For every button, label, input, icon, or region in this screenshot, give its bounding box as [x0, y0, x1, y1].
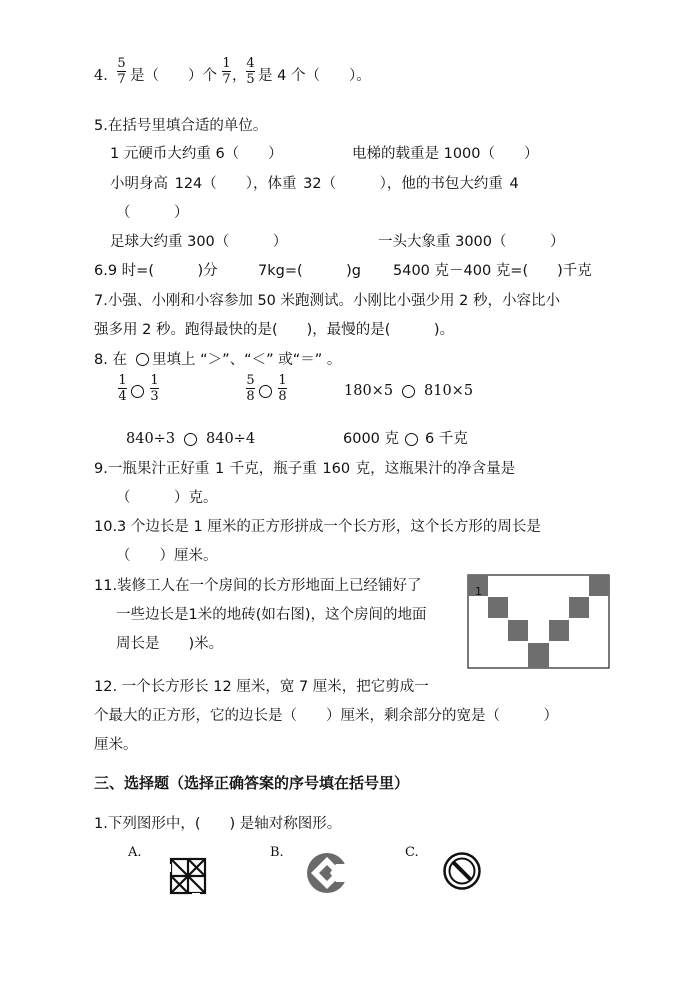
q8-expr-e1: 6000 克: [343, 431, 400, 447]
q9-line-2: （ ）克。: [116, 490, 218, 506]
compare-circle-icon: [184, 433, 197, 446]
numerator: 1: [150, 373, 159, 388]
q8-instruction: 里填上 “＞”、“＜” 或“＝” 。: [152, 352, 342, 368]
q12-line-2: 个最大的正方形，它的边长是（ ）厘米，剩余部分的宽是（ ）: [94, 708, 558, 724]
q6-hours: 6.9 时=( )分: [94, 263, 218, 279]
compare-circle-icon: [131, 385, 144, 398]
option-c-label: C.: [405, 845, 419, 860]
q5-coin: 1 元硬币大约重 6（ ）: [110, 146, 283, 162]
denominator: 5: [246, 72, 255, 87]
choice-1-question: 1.下列图形中，( ) 是轴对称图形。: [94, 816, 342, 832]
numerator: 1: [222, 56, 231, 71]
prohibition-sign-icon: [442, 851, 482, 891]
numerator: 4: [246, 56, 255, 71]
q10-line-1: 10.3 个边长是 1 厘米的正方形拼成一个长方形，这个长方形的周长是: [94, 519, 541, 535]
q9-line-1: 9.一瓶果汁正好重 1 千克，瓶子重 160 克，这瓶果汁的净含量是: [94, 461, 516, 477]
compare-circle-icon: [136, 353, 149, 366]
q5-xiaoming: 小明身高 124（ ），体重 32（ ），他的书包大约重 4: [110, 176, 519, 192]
q4-fraction-3: [246, 57, 255, 86]
denominator: 7: [222, 72, 231, 87]
q4-number: 4.: [94, 68, 108, 84]
q5-title: 5.在括号里填合适的单位。: [94, 118, 268, 134]
denominator: 8: [246, 389, 255, 404]
q8-expr-d2: 840÷4: [206, 431, 256, 447]
tile-size-label: 1: [475, 585, 482, 598]
q10-line-2: （ ）厘米。: [116, 548, 218, 564]
q4-text-2: 是 4 个（ ）。: [258, 68, 371, 84]
tile: [569, 597, 589, 618]
q5-elephant: 一头大象重 3000（ ）: [378, 234, 565, 250]
q7-line-2: 强多用 2 秒。跑得最快的是( )，最慢的是( )。: [94, 322, 455, 338]
q8-fraction-a2: [150, 374, 159, 403]
denominator: 4: [118, 389, 127, 404]
q8-fraction-b2: [278, 374, 287, 403]
q7-line-1: 7.小强、小刚和小容参加 50 米跑测试。小刚比小强少用 2 秒，小容比小: [94, 293, 560, 309]
q8-expr-d1: 840÷3: [126, 431, 176, 447]
numerator: 5: [246, 373, 255, 388]
bank-logo-icon: [306, 852, 348, 894]
q6-kg: 7kg=( )g: [258, 263, 361, 279]
q4-fraction-1: [117, 57, 126, 86]
pinwheel-icon: [168, 856, 208, 896]
denominator: 7: [117, 72, 126, 87]
numerator: 1: [278, 373, 287, 388]
q12-line-3: 厘米。: [94, 737, 138, 753]
q8-intro: 8. 在: [94, 352, 127, 368]
q4-fraction-2: [222, 57, 231, 86]
q5-elevator: 电梯的载重是 1000（ ）: [352, 146, 539, 162]
q8-expr-e2: 6 千克: [425, 431, 468, 447]
numerator: 5: [117, 56, 126, 71]
q11-line-1: 11.装修工人在一个房间的长方形地面上已经铺好了: [94, 578, 422, 594]
denominator: 8: [278, 389, 287, 404]
q12-line-1: 12. 一个长方形长 12 厘米，宽 7 厘米，把它剪成一: [94, 679, 429, 695]
tile: [528, 643, 549, 668]
q8-fraction-a1: [118, 374, 127, 403]
tile: [589, 575, 609, 596]
option-a-label: A.: [128, 845, 142, 860]
floor-tile-diagram: [467, 574, 611, 670]
q5-bag-blank: （ ）: [116, 205, 189, 221]
q4-separator: ，: [232, 68, 247, 84]
section-3-title: 三、选择题（选择正确答案的序号填在括号里）: [94, 774, 410, 792]
q5-football: 足球大约重 300（ ）: [110, 234, 288, 250]
q6-grams: 5400 克－400 克=( )千克: [393, 263, 592, 279]
q8-expr-c1: 180×5: [344, 383, 394, 399]
option-b-label: B.: [270, 845, 284, 860]
numerator: 1: [118, 373, 127, 388]
q4-text-1: 是（ ）个: [130, 68, 217, 84]
compare-circle-icon: [405, 433, 418, 446]
denominator: 3: [150, 389, 159, 404]
q8-expr-c2: 810×5: [424, 383, 474, 399]
q11-line-2: 一些边长是1米的地砖(如右图)，这个房间的地面: [116, 607, 427, 623]
q11-line-3: 周长是 )米。: [116, 636, 224, 652]
compare-circle-icon: [259, 385, 272, 398]
tile: [488, 597, 508, 618]
q8-fraction-b1: [246, 374, 255, 403]
compare-circle-icon: [402, 385, 415, 398]
tile: [549, 620, 569, 641]
tile: [508, 620, 528, 641]
